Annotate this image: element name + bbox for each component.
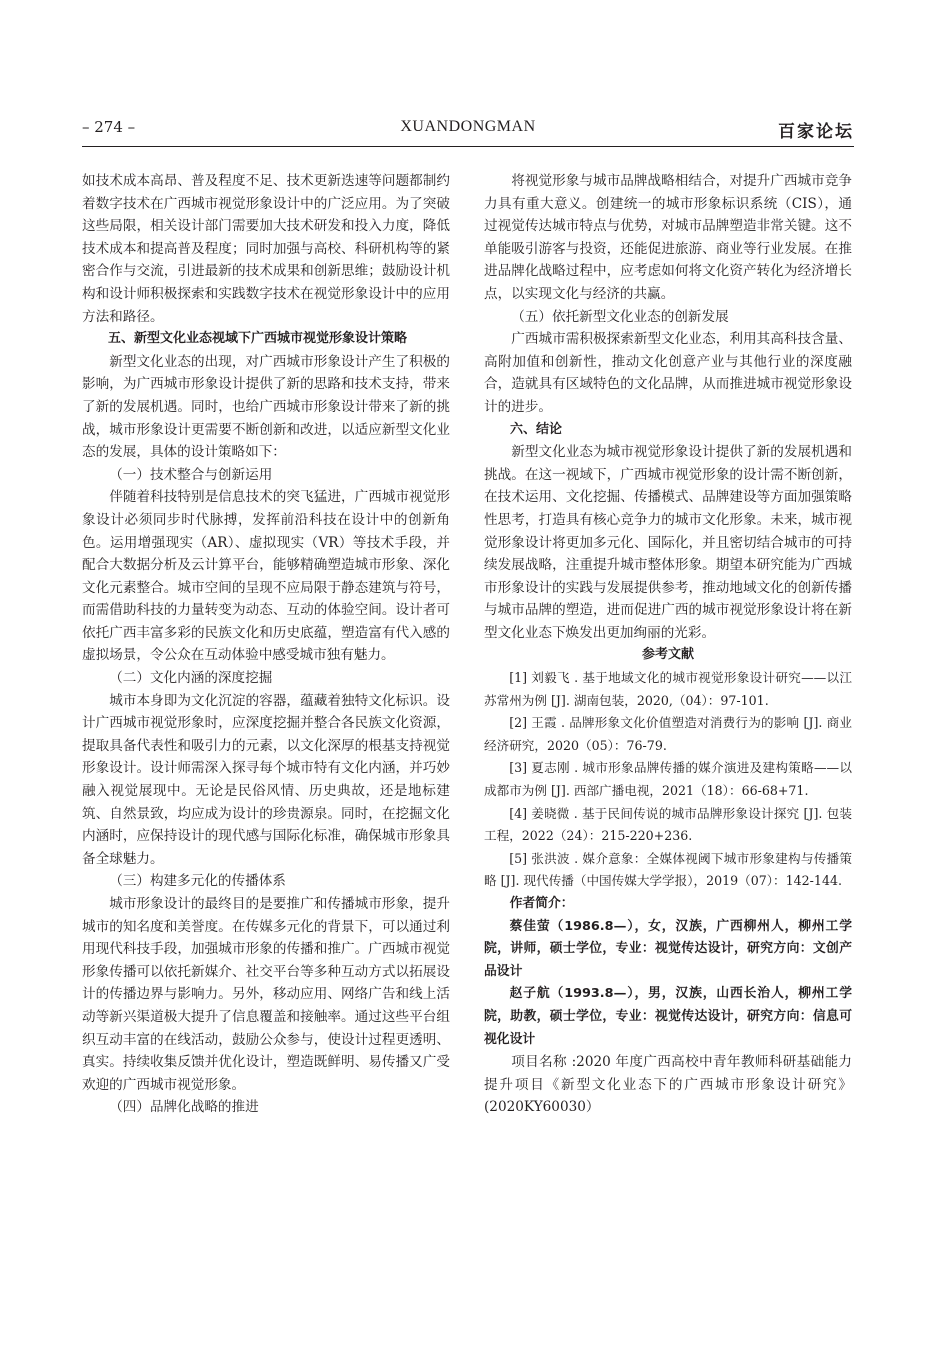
paragraph: 广西城市需积极探索新型文化业态，利用其高科技含量、高附加值和创新性，推动文化创意产业与其他行业的深度融合，造就具有区域特色的文化品牌，从而推进城市视觉形象设计的进步。 <box>484 331 852 415</box>
column-name: 百家论坛 <box>778 122 854 142</box>
paragraph: 新型文化业态为城市视觉形象设计提供了新的发展机遇和挑战。在这一视域下，广西城市视觉形象的设计需不断创新，在技术运用、文化挖掘、传播模式、品牌建设等方面加强策略性思考，打造具有核心竞争力的城市文化形象。未来，城市视觉形象设计将更加多元化、国际化，并且密切结合城市的可持续发展战略，注重提升城市整体形象。期望本研究能为广西城市形象设计的实践与发展提供参考，推动地域文化的创新传播与城市品牌的塑造，进而促进广西的城市视觉形象设计将在新型文化业态下焕发出更加绚丽的光彩。 <box>484 444 852 641</box>
reference-item: [1] 刘毅飞 . 基于地域文化的城市视觉形象设计研究——以江苏常州为例 [J]. 湖南包装，2020,（04）：97-101. <box>484 670 852 708</box>
author-bio: 作者简介： <box>509 896 574 911</box>
subsection-heading: （三）构建多元化的传播体系 <box>109 873 286 890</box>
reference-item: [2] 王霞 . 品牌形象文化价值塑造对消费行为的影响 [J]. 商业经济研究，2020（05）：76-79. <box>484 715 852 753</box>
paragraph: 新型文化业态的出现，对广西城市形象设计产生了积极的影响，为广西城市形象设计提供了新的思路和技术支持，带来了新的发展机遇。同时，也给广西城市形象设计带来了新的挑战，城市形象设计更需要不断创新和改进，以适应新型文化业态的发展，具体的设计策略如下： <box>82 353 450 461</box>
reference-item: [3] 夏志刚 . 城市形象品牌传播的媒介演进及建构策略——以成都市为例 [J]. 西部广播电视，2021（18）：66-68+71. <box>484 760 852 799</box>
magazine-title: XUANDONGMAN <box>400 118 536 135</box>
header-rule <box>82 146 854 147</box>
subsection-heading: （五）依托新型文化业态的创新发展 <box>511 308 729 325</box>
author-bio: 蔡佳萤（1986.8—），女，汉族，广西柳州人，柳州工学院，讲师，硕士学位，专业：视觉传达设计，研究方向：文创产品设计 <box>484 918 852 979</box>
author-bio: 赵子航（1993.8—），男，汉族，山西长治人，柳州工学院，助教，硕士学位，专业：视觉传达设计，研究方向：信息可视化设计 <box>484 986 852 1047</box>
paragraph: 伴随着科技特别是信息技术的突飞猛进，广西城市视觉形象设计必须同步时代脉搏，发挥前沿科技在设计中的创新角色。运用增强现实（AR）、虚拟现实（VR）等技术手段，并配合大数据分析及云计算平台，能够精确塑造城市形象、深化文化元素整合。城市空间的呈现不应局限于静态建筑与符号，而需借助科技的力量转变为动态、互动的体验空间。设计者可依托广西丰富多彩的民族文化和历史底蕴，塑造富有代入感的虚拟场景，令公众在互动体验中感受城市独有魅力。 <box>82 489 450 664</box>
paragraph: 项目名称 :2020 年度广西高校中青年教师科研基础能力提升项目《新型文化业态下的广西城市形象设计研究》(2020KY60030） <box>484 1054 852 1116</box>
subsection-heading: （四）品牌化战略的推进 <box>109 1099 259 1116</box>
page-number: – 274 – <box>82 118 136 136</box>
paragraph: 城市本身即为文化沉淀的容器，蕴藏着独特文化标识。设计广西城市视觉形象时，应深度挖掘并整合各民族文化资源，提取具备代表性和吸引力的元素，以文化深厚的根基支持视觉形象设计。设计师需深入探寻每个城市特有文化内涵，并巧妙融入视觉展现中。无论是民俗风情、历史典故，还是地标建筑、自然景致，均应成为设计的珍贵源泉。同时，在挖掘文化内涵时，应保持设计的现代感与国际化标准，确保城市形象具备全球魅力。 <box>82 692 450 867</box>
section-heading: 六、结论 <box>510 421 563 437</box>
subsection-heading: （二）文化内涵的深度挖掘 <box>109 670 273 687</box>
paragraph: 如技术成本高昂、普及程度不足、技术更新迭速等问题都制约着数字技术在广西城市视觉形象设计中的广泛应用。为了突破这些局限，相关设计部门需要加大技术研发和投入力度，降低技术成本和提高普及程度；同时加强与高校、科研机构等的紧密合作与交流，引进最新的技术成果和创新思维；鼓励设计机构和设计师积极探索和实践数字技术在视觉形象设计中的应用方法和路径。 <box>82 173 450 325</box>
right-column <box>484 170 852 1119</box>
reference-item: [4] 姜晓微 . 基于民间传说的城市品牌形象设计探究 [J]. 包装工程，2022（24）：215-220+236. <box>484 805 852 844</box>
subsection-heading: （一）技术整合与创新运用 <box>109 466 273 483</box>
paragraph: 将视觉形象与城市品牌战略相结合，对提升广西城市竞争力具有重大意义。创建统一的城市形象标识系统（CIS），通过视觉传达城市特点与优势，对城市品牌塑造非常关键。这不单能吸引游客与投资，还能促进旅游、商业等行业发展。在推进品牌化战略过程中，应考虑如何将文化资产转化为经济增长点，以实现文化与经济的共赢。 <box>484 173 852 302</box>
left-column <box>82 170 450 1119</box>
page-header <box>82 118 854 140</box>
paragraph: 城市形象设计的最终目的是要推广和传播城市形象，提升城市的知名度和美誉度。在传媒多元化的背景下，可以通过利用现代科技手段，加强城市形象的传播和推广。广西城市视觉形象传播可以依托新媒介、社交平台等多种互动方式以拓展设计的传播边界与影响力。另外，移动应用、网络广告和线上活动等新兴渠道极大提升了信息覆盖和接触率。通过这些平台组织互动丰富的在线活动，鼓励公众参与，使设计过程更透明、真实。持续收集反馈并优化设计，塑造既鲜明、易传播又广受欢迎的广西城市视觉形象。 <box>82 896 450 1093</box>
references-heading: 参考文献 <box>641 647 694 663</box>
section-heading: 五、新型文化业态视域下广西城市视觉形象设计策略 <box>108 331 408 347</box>
reference-item: [5] 张洪波 . 媒介意象：全媒体视阈下城市形象建构与传播策略 [J]. 现代传播（中国传媒大学学报），2019（07）：142-144. <box>484 850 852 889</box>
